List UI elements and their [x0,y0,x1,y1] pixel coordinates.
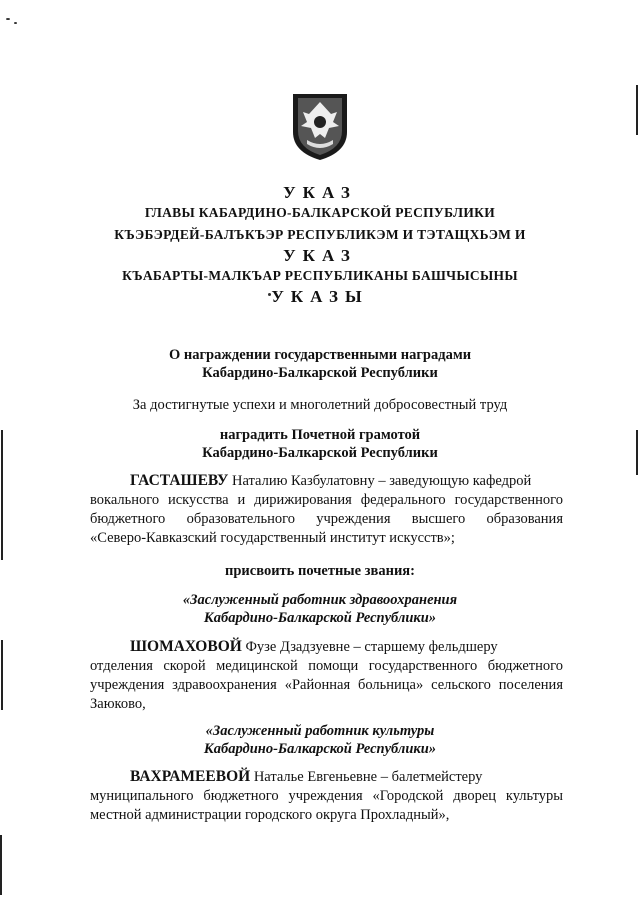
title-culture [0,722,640,758]
recipient-text: Наталье Евгеньевне – балетмейстеру [250,769,483,785]
recipient-text: Фузе Дзадзуевне – старшему фельдшеру [241,639,498,655]
recipient-paragraph [90,767,563,825]
scan-artifact [636,430,638,475]
scan-artifact [636,85,638,135]
recipient-paragraph [90,471,563,548]
assign-titles: присвоить почетные звания: [225,563,415,579]
award-line: Кабардино-Балкарской Республики [202,445,438,461]
title-line: Кабардино-Балкарской Республики» [203,610,437,626]
subject-line: Кабардино-Балкарской Республики [202,365,438,381]
coat-of-arms-icon [289,92,351,162]
recipient-text: местной администрации городского округа Прохладный», [90,807,450,823]
award-line: наградить Почетной грамотой [219,427,421,443]
scan-artifact [0,835,2,895]
decree-title-ru: УКАЗ [283,183,357,202]
recipient-text: бюджетного образовательного учреждения высшего образования [90,511,563,527]
recipient-surname: ГАСТАШЕВУ [130,472,229,489]
subject [0,346,640,382]
decree-subtitle-blk: КЪАБАРТЫ-МАЛКЪАР РЕСПУБЛИКАНЫ БАШЧЫСЫНЫ [122,268,518,283]
decree-title-blk: УКАЗЫ [271,287,369,306]
recipient-text: вокального искусства и дирижирования федерального государственного [90,492,563,508]
decree-subtitle-ru: ГЛАВЫ КАБАРДИНО-БАЛКАРСКОЙ РЕСПУБЛИКИ [144,205,496,220]
scan-artifact [268,293,271,296]
scan-artifact [14,22,17,24]
scan-artifact [1,430,3,560]
subject-line: О награждении государственными наградами [168,347,472,363]
recipient-paragraph [90,637,563,714]
title-line: «Заслуженный работник культуры [205,723,435,739]
decree-subtitle-kab: КЪЭБЭРДЕЙ-БАЛЪКЪЭР РЕСПУБЛИКЭМ И ТЭТАЩХЬЭМ И [114,227,526,242]
recipient-text: Заюково, [90,696,146,712]
scan-artifact [6,18,10,20]
preamble: За достигнутые успехи и многолетний добросовестный труд [132,397,508,413]
scan-artifact [1,640,3,710]
recipient-text: отделения скорой медицинской помощи государственного бюджетного [90,658,563,674]
recipient-text: Наталию Казбулатовну – заведующую кафедрой [228,473,532,489]
recipient-surname: ШОМАХОВОЙ [130,638,242,655]
recipient-surname: ВАХРАМЕЕВОЙ [130,768,251,785]
title-line: «Заслуженный работник здравоохранения [182,592,458,608]
award-diploma [0,426,640,462]
recipient-text: учреждения здравоохранения «Районная больница» сельского поселения [90,677,563,693]
title-health [0,591,640,627]
decree-title-kab: УКАЗ [283,246,357,265]
title-line: Кабардино-Балкарской Республики» [203,741,437,757]
recipient-text: муниципального бюджетного учреждения «Городской дворец культуры [90,788,563,804]
recipient-text: «Северо-Кавказский государственный институт искусств»; [90,530,455,546]
